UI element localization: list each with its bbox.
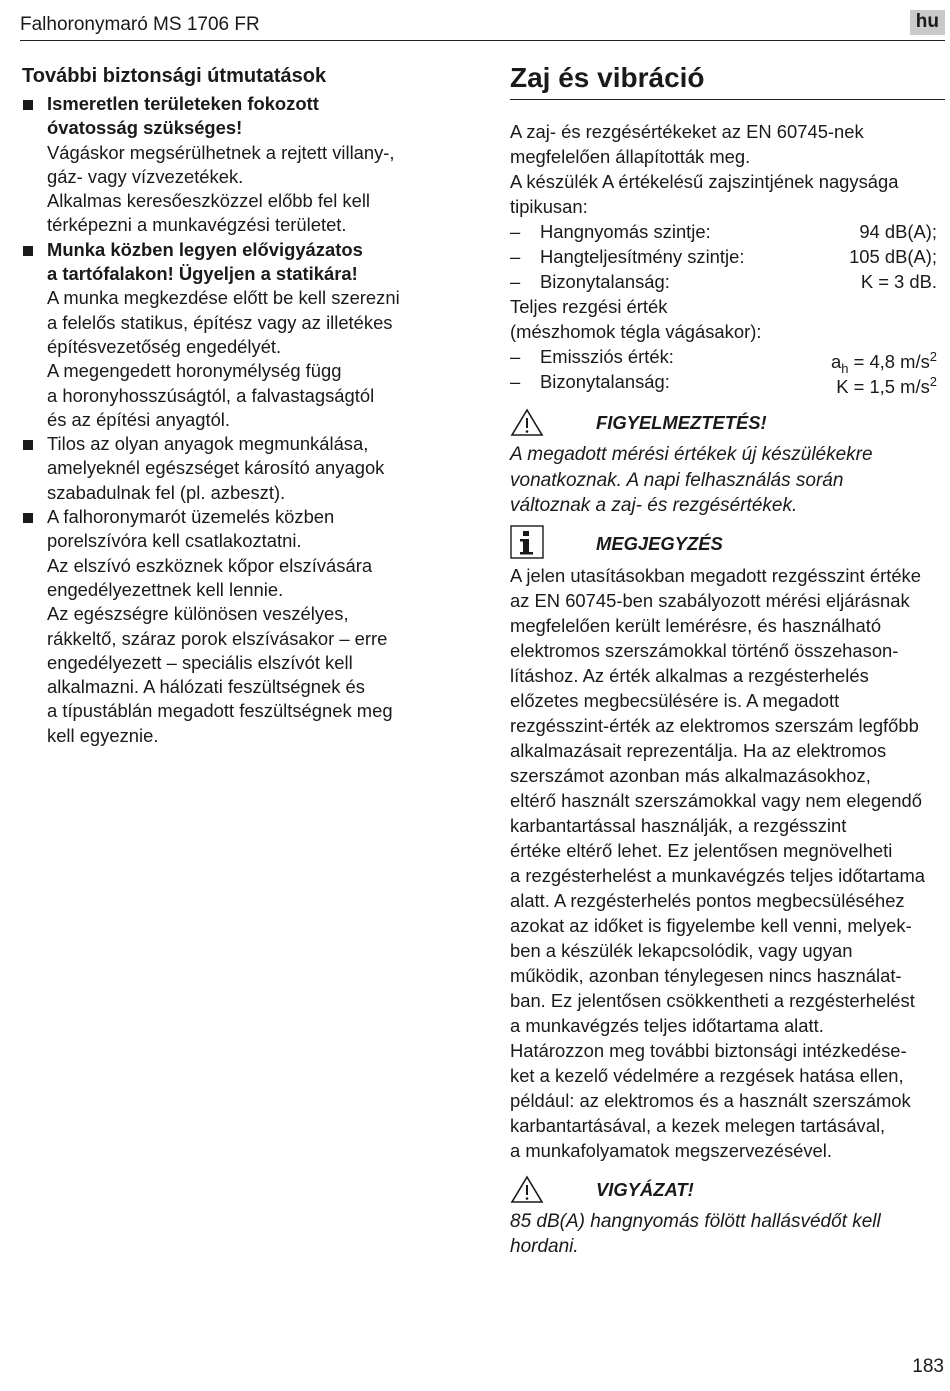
- row-label: Bizonytalanság:: [540, 271, 670, 292]
- row-label: Hangteljesítmény szintje:: [540, 246, 745, 267]
- value-number: = 1,5 m/s: [848, 376, 930, 398]
- text-line: 85 dB(A) hangnyomás fölött hallásvédőt kell: [510, 1210, 881, 1232]
- dash-marker: –: [510, 246, 521, 267]
- text-line: az EN 60745-ben szabályozott mérési eljárásnak: [510, 589, 910, 611]
- dash-marker: –: [510, 371, 521, 392]
- item-text-line: A munka megkezdése előtt be kell szerezni: [47, 287, 400, 309]
- text-line: értéke eltérő lehet. Ez jelentősen megnövelheti: [510, 839, 893, 861]
- item-text-line: építésvezetőség engedélyét.: [47, 335, 282, 357]
- noise-row: [510, 269, 945, 294]
- text-line: például: az elektromos és a használt szerszámok: [510, 1089, 911, 1111]
- item-heading-line: a tartófalakon! Ügyeljen a statikára!: [47, 263, 358, 285]
- text-line: karbantartásával, a kezek melegen tartásával,: [510, 1114, 886, 1136]
- safety-list: [22, 92, 462, 748]
- caution-label: VIGYÁZAT!: [596, 1178, 694, 1200]
- dash-marker: –: [510, 271, 521, 292]
- item-text-line: a felelős statikus, építész vagy az illetékes: [47, 311, 393, 333]
- note-header: [510, 527, 945, 563]
- list-item: [22, 505, 462, 748]
- text-line: eltérő használt szerszámokkal vagy nem elegendő: [510, 789, 922, 811]
- value-superscript: 2: [929, 349, 937, 364]
- text-line: ban. Ez jelentősen csökkentheti a rezgésterhelést: [510, 989, 915, 1011]
- list-item: [22, 432, 462, 505]
- row-label: Bizonytalanság:: [540, 371, 670, 392]
- right-column: [510, 60, 945, 1260]
- warning-text: [510, 442, 945, 519]
- item-heading-line: óvatosság szükséges!: [47, 117, 243, 139]
- text-line: működik, azonban ténylegesen nincs használat-: [510, 964, 902, 986]
- row-value: 94 dB(A);: [859, 221, 937, 242]
- noise-row: [510, 244, 945, 269]
- warning-triangle-icon: [510, 408, 544, 438]
- text-line: ben a készülék lekapcsolódik, vagy ugyan: [510, 939, 853, 961]
- list-item: [22, 238, 462, 432]
- text-line: elektromos szerszámokkal történő összehason-: [510, 639, 899, 661]
- item-text-line: kell egyeznie.: [47, 724, 159, 746]
- page-header: [20, 10, 945, 41]
- caution-header: [510, 1173, 945, 1209]
- language-badge: hu: [910, 10, 945, 35]
- bullet-square-icon: [23, 513, 33, 523]
- warning-triangle-icon: [510, 1175, 544, 1205]
- item-text-line: amelyeknél egészséget károsító anyagok: [47, 457, 385, 479]
- text-line: tipikusan:: [510, 196, 588, 217]
- item-text-line: Tilos az olyan anyagok megmunkálása,: [47, 433, 369, 455]
- value-symbol: K: [836, 376, 849, 398]
- dash-marker: –: [510, 221, 521, 242]
- row-value: [836, 369, 937, 399]
- item-text-line: térképezni a munkavégzési területet.: [47, 214, 347, 236]
- item-text-line: Az elszívó eszköznek kőpor elszívására: [47, 554, 373, 576]
- text-line: rezgésszint-érték az elektromos szerszám legfőbb: [510, 714, 919, 736]
- note-text: [510, 563, 945, 1163]
- noise-row: [510, 219, 945, 244]
- section-title-noise: Zaj és vibráció: [510, 60, 945, 100]
- text-line: Teljes rezgési érték: [510, 296, 668, 317]
- text-line: A készülék A értékelésű zajszintjének nagysága: [510, 171, 899, 192]
- warning-header: [510, 406, 945, 442]
- item-heading-line: Ismeretlen területeken fokozott: [47, 93, 319, 114]
- value-number: = 4,8 m/s: [848, 351, 930, 373]
- info-icon: [510, 525, 544, 559]
- item-text-line: engedélyezettnek kell lennie.: [47, 578, 284, 600]
- text-line: ket a kezelő védelmére a rezgések hatása ellen,: [510, 1064, 904, 1086]
- text-line: Határozzon meg további biztonsági intézkedése-: [510, 1039, 907, 1061]
- bullet-square-icon: [23, 100, 33, 110]
- row-label: Emissziós érték:: [540, 346, 674, 367]
- item-text-line: a típustáblán megadott feszültségnek meg: [47, 700, 393, 722]
- warning-label: FIGYELMEZTETÉS!: [596, 412, 767, 433]
- vibration-row: [510, 369, 945, 398]
- item-text-line: a horonyhosszúságtól, a falvastagságtól: [47, 384, 375, 406]
- item-text-line: rákkeltő, száraz porok elszívásakor – erre: [47, 627, 388, 649]
- vibration-intro: [510, 294, 945, 344]
- text-line: előzetes megbecsülésére is. A megadott: [510, 689, 840, 711]
- item-text-line: gáz- vagy vízvezetékek.: [47, 165, 244, 187]
- bullet-square-icon: [23, 246, 33, 256]
- item-text-line: porelszívóra kell csatlakoztatni.: [47, 530, 302, 552]
- text-line: lításhoz. Az érték alkalmas a rezgésterhelés: [510, 664, 869, 686]
- row-value: 105 dB(A);: [849, 246, 937, 267]
- item-text-line: szabadulnak fel (pl. azbeszt).: [47, 481, 286, 503]
- noise-intro: [510, 119, 945, 219]
- text-line: megfelelően került lemérésre, és használható: [510, 614, 882, 636]
- item-text-line: engedélyezett – speciális elszívót kell: [47, 651, 353, 673]
- caution-text: [510, 1209, 945, 1260]
- section-title-safety: További biztonsági útmutatások: [22, 65, 327, 87]
- text-line: szerszámot azonban más alkalmazásokhoz,: [510, 764, 871, 786]
- row-label: Hangnyomás szintje:: [540, 221, 711, 242]
- item-text-line: A falhoronymarót üzemelés közben: [47, 506, 335, 528]
- bullet-square-icon: [23, 440, 33, 450]
- value-subscript: h: [841, 360, 849, 376]
- item-text-line: alkalmazni. A hálózati feszültségnek és: [47, 676, 365, 698]
- text-line: a munkavégzés teljes időtartama alatt.: [510, 1014, 824, 1036]
- item-text-line: Az egészségre különösen veszélyes,: [47, 603, 349, 625]
- item-heading-line: Munka közben legyen elővigyázatos: [47, 238, 363, 260]
- item-text-line: Alkalmas keresőeszközzel előbb fel kell: [47, 190, 371, 212]
- text-line: vonatkoznak. A napi felhasználás során: [510, 469, 844, 491]
- item-text-line: és az építési anyagtól.: [47, 408, 230, 430]
- document-title: Falhoronymaró MS 1706 FR: [20, 14, 260, 35]
- item-text-line: A megengedett horonymélység függ: [47, 360, 342, 382]
- text-line: hordani.: [510, 1236, 579, 1257]
- text-line: (mészhomok tégla vágásakor):: [510, 321, 762, 342]
- text-line: alatt. A rezgésterhelés pontos megbecsüléséhez: [510, 889, 905, 911]
- text-line: megfelelően állapították meg.: [510, 146, 751, 167]
- row-value: K = 3 dB.: [860, 271, 937, 292]
- text-line: a rezgésterhelést a munkavégzés teljes időtartama: [510, 864, 926, 886]
- value-superscript: 2: [929, 374, 937, 389]
- text-line: A jelen utasításokban megadott rezgésszint értéke: [510, 564, 921, 586]
- left-column: [22, 64, 462, 748]
- text-line: azokat az időket is figyelembe kell venni, melyek-: [510, 914, 912, 936]
- text-line: a munkafolyamatok megszervezésével.: [510, 1139, 832, 1161]
- noise-values-list: [510, 219, 945, 294]
- dash-marker: –: [510, 346, 521, 367]
- text-line: alkalmazásait reprezentálja. Ha az elektromos: [510, 739, 887, 761]
- text-line: karbantartással használják, a rezgésszint: [510, 814, 847, 836]
- note-label: MEGJEGYZÉS: [596, 532, 723, 554]
- item-text-line: Vágáskor megsérülhetnek a rejtett villany-,: [47, 141, 395, 163]
- value-symbol: a: [831, 351, 842, 373]
- vibration-row: [510, 344, 945, 376]
- page-number: 183: [912, 1356, 944, 1377]
- list-item: [22, 92, 462, 238]
- text-line: A zaj- és rezgésértékeket az EN 60745-nek: [510, 121, 864, 142]
- text-line: A megadott mérési értékek új készülékekre: [510, 444, 873, 465]
- vibration-values-list: [510, 344, 945, 398]
- text-line: változnak a zaj- és rezgésértékek.: [510, 495, 798, 516]
